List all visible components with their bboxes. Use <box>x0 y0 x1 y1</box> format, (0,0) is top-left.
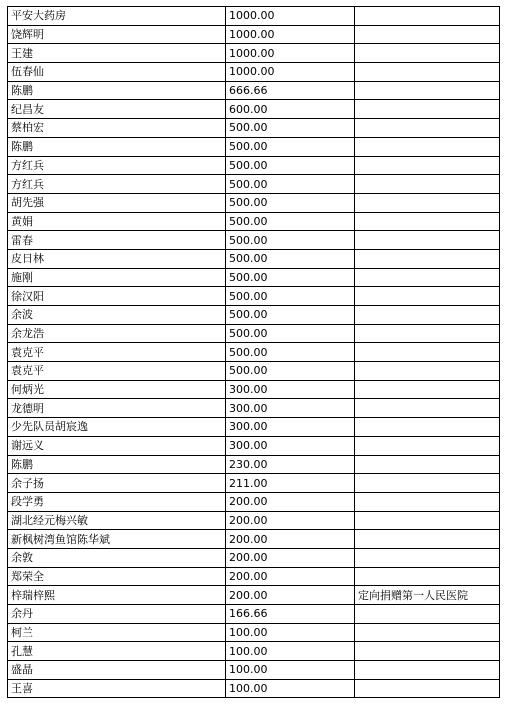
table-row <box>8 511 500 530</box>
table-row <box>8 362 500 381</box>
table-row <box>8 530 500 549</box>
amount-cell: 200.00 <box>226 492 355 511</box>
donor-name-cell: 方红兵 <box>8 156 226 175</box>
donor-name-cell: 纪昌友 <box>8 100 226 119</box>
note-cell <box>355 623 500 642</box>
table-row <box>8 156 500 175</box>
amount-cell: 500.00 <box>226 268 355 287</box>
note-cell <box>355 81 500 100</box>
note-cell <box>355 642 500 661</box>
table-row <box>8 268 500 287</box>
table-row <box>8 44 500 63</box>
amount-cell: 1000.00 <box>226 7 355 26</box>
note-cell <box>355 212 500 231</box>
note-cell <box>355 380 500 399</box>
donor-name-cell: 平安大药房 <box>8 7 226 26</box>
amount-cell: 600.00 <box>226 100 355 119</box>
donor-name-cell: 孔慧 <box>8 642 226 661</box>
donor-name-cell: 盛晶 <box>8 661 226 680</box>
amount-cell: 200.00 <box>226 586 355 605</box>
amount-cell: 100.00 <box>226 623 355 642</box>
table-row <box>8 623 500 642</box>
amount-cell: 166.66 <box>226 605 355 624</box>
donor-name-cell: 余丹 <box>8 605 226 624</box>
note-cell <box>355 362 500 381</box>
amount-cell: 300.00 <box>226 399 355 418</box>
table-row <box>8 642 500 661</box>
amount-cell: 500.00 <box>226 362 355 381</box>
donor-name-cell: 少先队员胡宸逸 <box>8 418 226 437</box>
table-row <box>8 287 500 306</box>
donor-name-cell: 胡先强 <box>8 193 226 212</box>
donor-name-cell: 谢远义 <box>8 436 226 455</box>
donor-name-cell: 王建 <box>8 44 226 63</box>
amount-cell: 300.00 <box>226 436 355 455</box>
note-cell <box>355 25 500 44</box>
amount-cell: 200.00 <box>226 530 355 549</box>
amount-cell: 666.66 <box>226 81 355 100</box>
table-row <box>8 81 500 100</box>
donor-name-cell: 新枫树湾鱼馆陈华斌 <box>8 530 226 549</box>
amount-cell: 200.00 <box>226 567 355 586</box>
table-row <box>8 548 500 567</box>
table-row <box>8 7 500 26</box>
table-row <box>8 380 500 399</box>
amount-cell: 500.00 <box>226 287 355 306</box>
amount-cell: 500.00 <box>226 193 355 212</box>
donor-name-cell: 袁克平 <box>8 362 226 381</box>
donor-name-cell: 梓瑞梓熙 <box>8 586 226 605</box>
note-cell <box>355 605 500 624</box>
note-cell <box>355 100 500 119</box>
note-cell <box>355 679 500 698</box>
donor-name-cell: 黄娟 <box>8 212 226 231</box>
note-cell <box>355 436 500 455</box>
table-row <box>8 343 500 362</box>
table-row <box>8 306 500 325</box>
amount-cell: 230.00 <box>226 455 355 474</box>
note-cell <box>355 343 500 362</box>
table-row <box>8 492 500 511</box>
note-cell <box>355 7 500 26</box>
note-cell <box>355 324 500 343</box>
donor-name-cell: 柯兰 <box>8 623 226 642</box>
table-row <box>8 418 500 437</box>
table-row <box>8 474 500 493</box>
donor-name-cell: 徐汉阳 <box>8 287 226 306</box>
amount-cell: 100.00 <box>226 661 355 680</box>
table-row <box>8 567 500 586</box>
table-row <box>8 25 500 44</box>
note-cell <box>355 511 500 530</box>
table-row <box>8 100 500 119</box>
donor-name-cell: 蔡柏宏 <box>8 119 226 138</box>
donor-name-cell: 龙德明 <box>8 399 226 418</box>
table-row <box>8 212 500 231</box>
amount-cell: 500.00 <box>226 175 355 194</box>
note-cell <box>355 63 500 82</box>
note-cell <box>355 44 500 63</box>
table-row <box>8 605 500 624</box>
table-row <box>8 399 500 418</box>
donation-table <box>7 6 500 698</box>
amount-cell: 500.00 <box>226 324 355 343</box>
donor-name-cell: 陈鹏 <box>8 137 226 156</box>
note-cell: 定向捐赠第一人民医院 <box>355 586 500 605</box>
amount-cell: 200.00 <box>226 548 355 567</box>
donor-name-cell: 方红兵 <box>8 175 226 194</box>
note-cell <box>355 548 500 567</box>
amount-cell: 200.00 <box>226 511 355 530</box>
donation-table-body <box>8 7 500 698</box>
donor-name-cell: 施刚 <box>8 268 226 287</box>
note-cell <box>355 661 500 680</box>
table-row <box>8 137 500 156</box>
note-cell <box>355 156 500 175</box>
donor-name-cell: 余敦 <box>8 548 226 567</box>
note-cell <box>355 119 500 138</box>
amount-cell: 1000.00 <box>226 44 355 63</box>
table-row <box>8 175 500 194</box>
amount-cell: 500.00 <box>226 212 355 231</box>
note-cell <box>355 306 500 325</box>
table-row <box>8 119 500 138</box>
donor-name-cell: 陈鹏 <box>8 81 226 100</box>
note-cell <box>355 530 500 549</box>
amount-cell: 300.00 <box>226 380 355 399</box>
table-row <box>8 231 500 250</box>
note-cell <box>355 492 500 511</box>
donor-name-cell: 湖北经元梅兴敏 <box>8 511 226 530</box>
note-cell <box>355 287 500 306</box>
table-row <box>8 436 500 455</box>
table-row <box>8 324 500 343</box>
note-cell <box>355 455 500 474</box>
note-cell <box>355 193 500 212</box>
table-row <box>8 455 500 474</box>
amount-cell: 500.00 <box>226 119 355 138</box>
note-cell <box>355 268 500 287</box>
donor-name-cell: 余波 <box>8 306 226 325</box>
note-cell <box>355 249 500 268</box>
donor-name-cell: 袁克平 <box>8 343 226 362</box>
donor-name-cell: 段学勇 <box>8 492 226 511</box>
amount-cell: 211.00 <box>226 474 355 493</box>
note-cell <box>355 567 500 586</box>
table-row <box>8 193 500 212</box>
amount-cell: 500.00 <box>226 156 355 175</box>
amount-cell: 500.00 <box>226 137 355 156</box>
amount-cell: 1000.00 <box>226 63 355 82</box>
amount-cell: 500.00 <box>226 231 355 250</box>
donor-name-cell: 余龙浩 <box>8 324 226 343</box>
table-row <box>8 249 500 268</box>
table-row <box>8 679 500 698</box>
donor-name-cell: 王喜 <box>8 679 226 698</box>
note-cell <box>355 474 500 493</box>
amount-cell: 500.00 <box>226 306 355 325</box>
table-row <box>8 586 500 605</box>
amount-cell: 500.00 <box>226 249 355 268</box>
amount-cell: 500.00 <box>226 343 355 362</box>
donor-name-cell: 皮日林 <box>8 249 226 268</box>
amount-cell: 100.00 <box>226 642 355 661</box>
donor-name-cell: 余子扬 <box>8 474 226 493</box>
note-cell <box>355 231 500 250</box>
donor-name-cell: 郑荣全 <box>8 567 226 586</box>
donor-name-cell: 陈鹏 <box>8 455 226 474</box>
note-cell <box>355 418 500 437</box>
amount-cell: 100.00 <box>226 679 355 698</box>
donor-name-cell: 饶辉明 <box>8 25 226 44</box>
donor-name-cell: 雷春 <box>8 231 226 250</box>
amount-cell: 300.00 <box>226 418 355 437</box>
amount-cell: 1000.00 <box>226 25 355 44</box>
note-cell <box>355 175 500 194</box>
table-row <box>8 63 500 82</box>
donor-name-cell: 伍春仙 <box>8 63 226 82</box>
table-row <box>8 661 500 680</box>
donor-name-cell: 何炳光 <box>8 380 226 399</box>
note-cell <box>355 399 500 418</box>
note-cell <box>355 137 500 156</box>
